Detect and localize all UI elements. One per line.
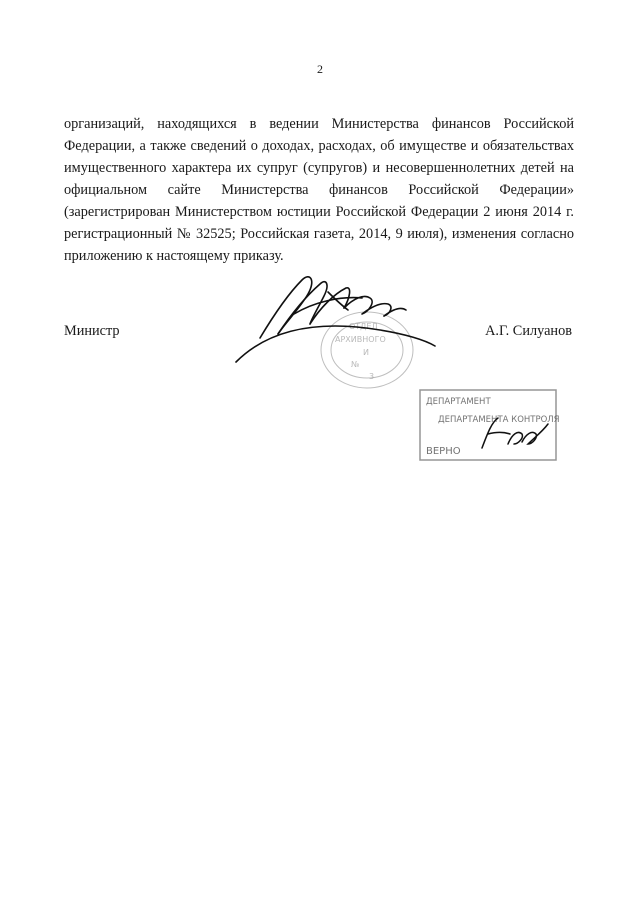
body-line: имущественного характера их супруг (супругов) и несовершеннолетних детей на (64, 160, 574, 176)
body-line: Федерации, а также сведений о доходах, расходах, об имуществе и обязательствах (64, 138, 574, 154)
svg-text:ВЕРНО: ВЕРНО (426, 446, 461, 457)
svg-text:ДЕПАРТАМЕНТ: ДЕПАРТАМЕНТ (426, 397, 491, 407)
body-line: (зарегистрирован Министерством юстиции Российской Федерации 2 июня 2014 г. (64, 204, 574, 220)
body-line: приложению к настоящему приказу. (64, 248, 284, 264)
svg-text:№: № (351, 360, 360, 369)
body-line: организаций, находящихся в ведении Министерства финансов Российской (64, 116, 574, 132)
svg-text:3: 3 (369, 372, 375, 381)
signature-image (230, 258, 440, 368)
svg-text:ДЕПАРТАМЕНТА КОНТРОЛЯ: ДЕПАРТАМЕНТА КОНТРОЛЯ (438, 415, 560, 425)
svg-text:ОТДЕЛ: ОТДЕЛ (349, 322, 378, 331)
svg-text:И: И (363, 348, 369, 357)
page-number: 2 (317, 62, 323, 76)
svg-text:АРХИВНОГО: АРХИВНОГО (335, 335, 386, 344)
body-text (64, 113, 574, 267)
body-line: регистрационный № 32525; Российская газета, 2014, 9 июля), изменения согласно (64, 226, 574, 242)
signature-block (64, 323, 574, 347)
body-line: официальном сайте Министерства финансов Российской Федерации» (64, 182, 574, 198)
signer-position: Министр (64, 323, 120, 339)
verified-stamp-image (418, 388, 560, 464)
signer-name: А.Г. Силуанов (485, 323, 572, 339)
